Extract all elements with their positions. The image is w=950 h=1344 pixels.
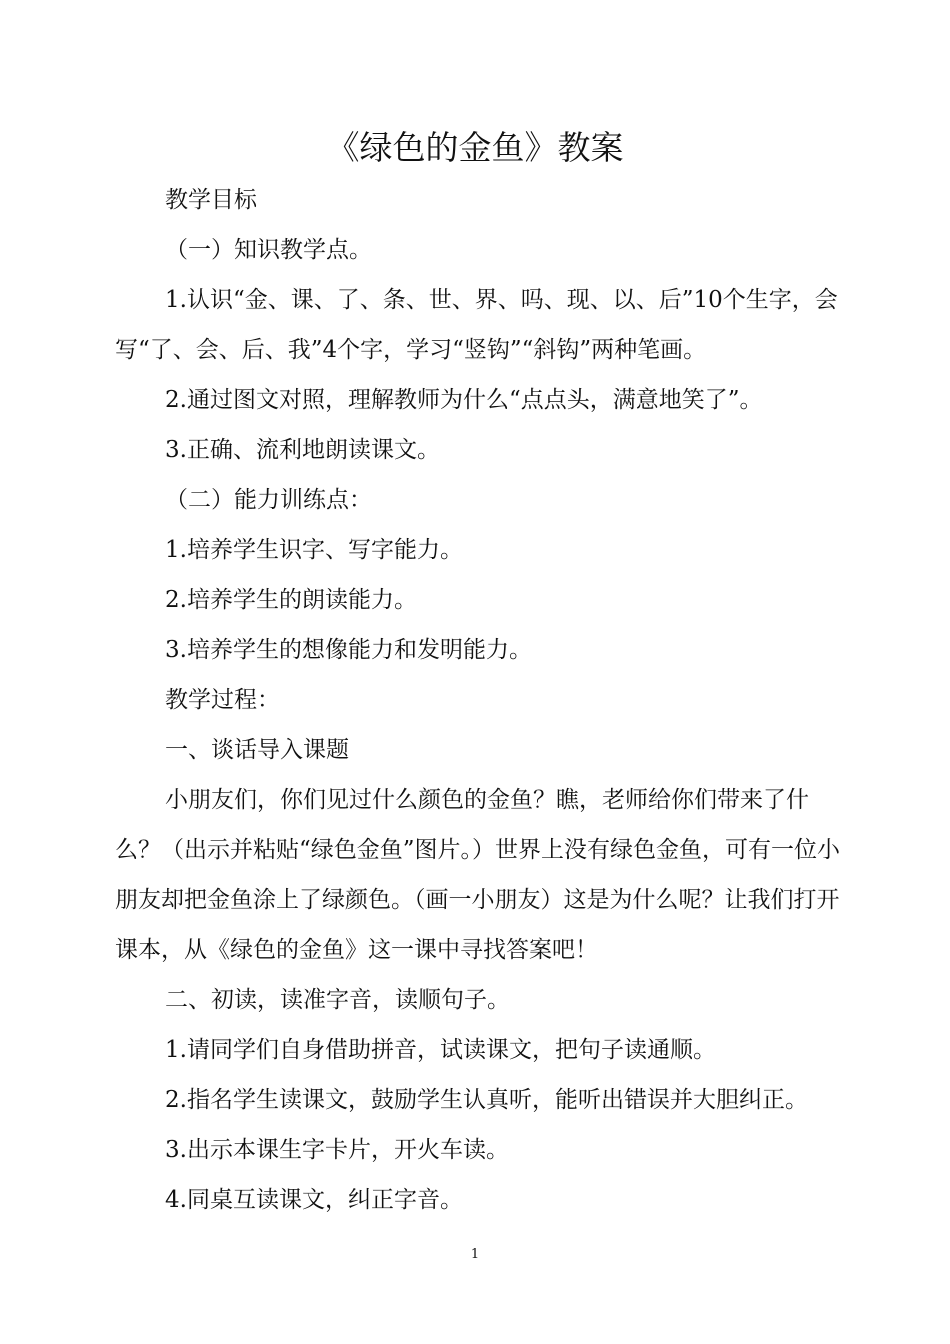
paragraph-knowledge-points: （一）知识教学点。: [165, 237, 372, 263]
paragraph-goal-3: 3.正确、流利地朗读课文。: [165, 437, 440, 463]
page-number: 1: [470, 1247, 480, 1262]
paragraph-step-2: 2.指名学生读课文，鼓励学生认真听，能听出错误并大胆纠正。: [165, 1087, 808, 1113]
paragraph-step-1: 1.请同学们自身借助拼音，试读课文，把句子读通顺。: [165, 1037, 716, 1063]
paragraph-teaching-process: 教学过程：: [165, 687, 280, 713]
paragraph-teaching-goals: 教学目标: [165, 187, 257, 213]
paragraph-goal-2: 2.通过图文对照，理解教师为什么“点点头，满意地笑了”。: [165, 387, 763, 413]
document-body: [115, 175, 845, 1225]
paragraph-ability-3: 3.培养学生的想像能力和发明能力。: [165, 637, 532, 663]
paragraph-ability-1: 1.培养学生识字、写字能力。: [165, 537, 463, 563]
paragraph-ability-2: 2.培养学生的朗读能力。: [165, 587, 417, 613]
paragraph-introduction: 小朋友们，你们见过什么颜色的金鱼？瞧，老师给你们带来了什么？（出示并粘贴“绿色金鱼”图片。）世界上没有绿色金鱼，可有一位小朋友却把金鱼涂上了绿颜色。（画一小朋友）这是为什么呢？让我们打开课本，从《绿色的金鱼》这一课中寻找答案吧！: [115, 787, 841, 963]
paragraph-step-4: 4.同桌互读课文，纠正字音。: [165, 1187, 463, 1213]
paragraph-goal-1: 1.认识“金、课、了、条、世、界、吗、现、以、后”10个生字，会写“了、会、后、我”4个字，学习“竖钩”“斜钩”两种笔画。: [115, 287, 838, 363]
paragraph-step-3: 3.出示本课生字卡片，开火车读。: [165, 1137, 509, 1163]
paragraph-section-two: 二、初读，读准字音，读顺句子。: [165, 987, 510, 1013]
document-title: 《绿色的金鱼》教案: [326, 128, 624, 167]
paragraph-ability-points: （二）能力训练点：: [165, 487, 372, 513]
paragraph-section-one: 一、谈话导入课题: [165, 737, 349, 763]
